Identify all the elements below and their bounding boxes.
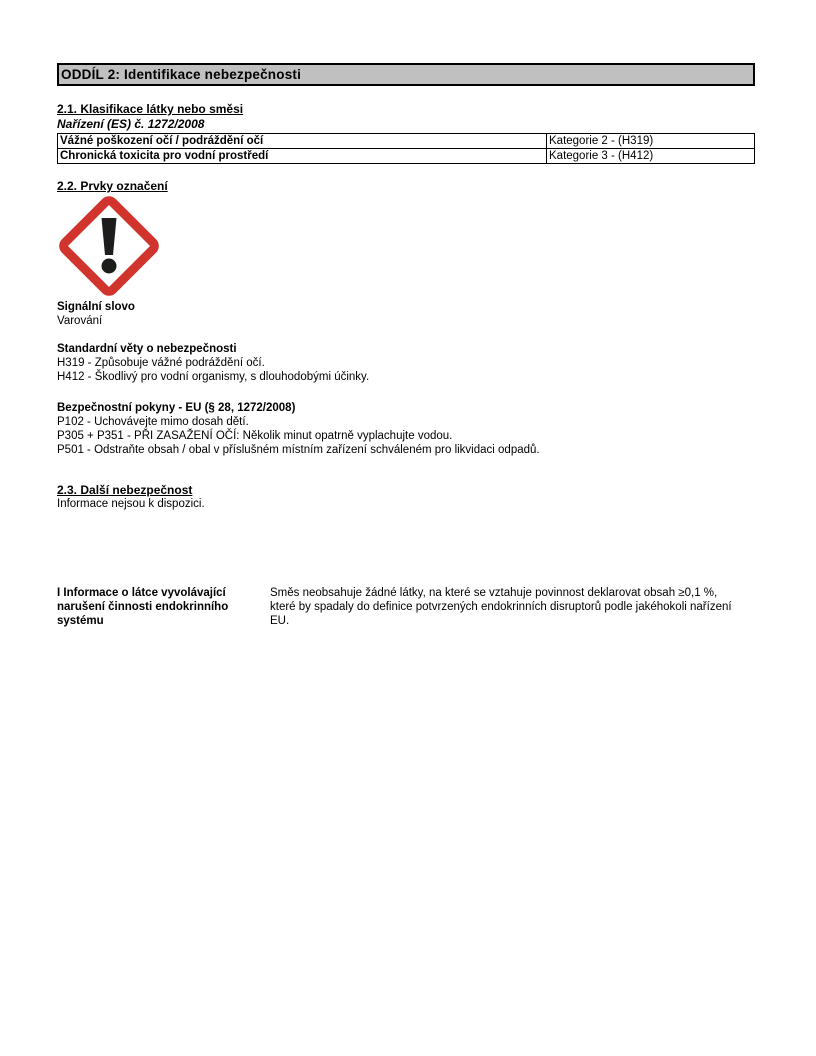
endocrine-disruptor-text: Směs neobsahuje žádné látky, na které se vztahuje povinnost deklarovat obsah ≥0,1 %, které by spadaly do definice potvrzených endokrinních disruptorů podle jakéhokoli nařízení EU. <box>270 587 732 627</box>
heading-classification: 2.1. Klasifikace látky nebo směsi <box>57 102 244 116</box>
hazard-category-cell: Kategorie 3 - (H412) <box>547 149 755 164</box>
section-header-bar <box>57 63 755 86</box>
classification-table <box>57 133 755 164</box>
precautionary-statements-label: Bezpečnostní pokyny - EU (§ 28, 1272/2008) <box>57 402 296 414</box>
signal-word-value: Varování <box>57 315 103 327</box>
table-row <box>58 149 755 164</box>
hazard-category-cell: Kategorie 2 - (H319) <box>547 134 755 149</box>
regulation-reference: Nařízení (ES) č. 1272/2008 <box>57 117 205 131</box>
precautionary-statement-p305-p351: P305 + P351 - PŘI ZASAŽENÍ OČÍ: Několik minut opatrně vyplachujte vodou. <box>57 430 453 442</box>
precautionary-statement-p102: P102 - Uchovávejte mimo dosah dětí. <box>57 416 249 428</box>
endocrine-disruptor-label: I Informace o látce vyvolávající narušení činnosti endokrinního systému <box>57 587 229 627</box>
hazard-class-cell: Chronická toxicita pro vodní prostředí <box>58 149 547 164</box>
precautionary-statement-p501: P501 - Odstraňte obsah / obal v příslušném místním zařízení schváleném pro likvidaci odpadů. <box>57 444 540 456</box>
signal-word-label: Signální slovo <box>57 301 135 313</box>
heading-label-elements: 2.2. Prvky označení <box>57 179 168 193</box>
hazard-statement-h319: H319 - Způsobuje vážné podráždění očí. <box>57 357 265 369</box>
ghs07-exclamation-mark-icon <box>59 196 159 296</box>
hazard-statement-h412: H412 - Škodlivý pro vodní organismy, s dlouhodobými účinky. <box>57 371 370 383</box>
section-header-title: ODDÍL 2: Identifikace nebezpečnosti <box>61 67 302 82</box>
table-row <box>58 134 755 149</box>
endocrine-disruptor-section <box>57 586 755 628</box>
hazard-statements-label: Standardní věty o nebezpečnosti <box>57 343 237 355</box>
section-2-content <box>57 63 755 628</box>
other-hazards-text: Informace nejsou k dispozici. <box>57 498 205 510</box>
hazard-class-cell: Vážné poškození očí / podráždění očí <box>58 134 547 149</box>
heading-other-hazards: 2.3. Další nebezpečnost <box>57 483 193 497</box>
